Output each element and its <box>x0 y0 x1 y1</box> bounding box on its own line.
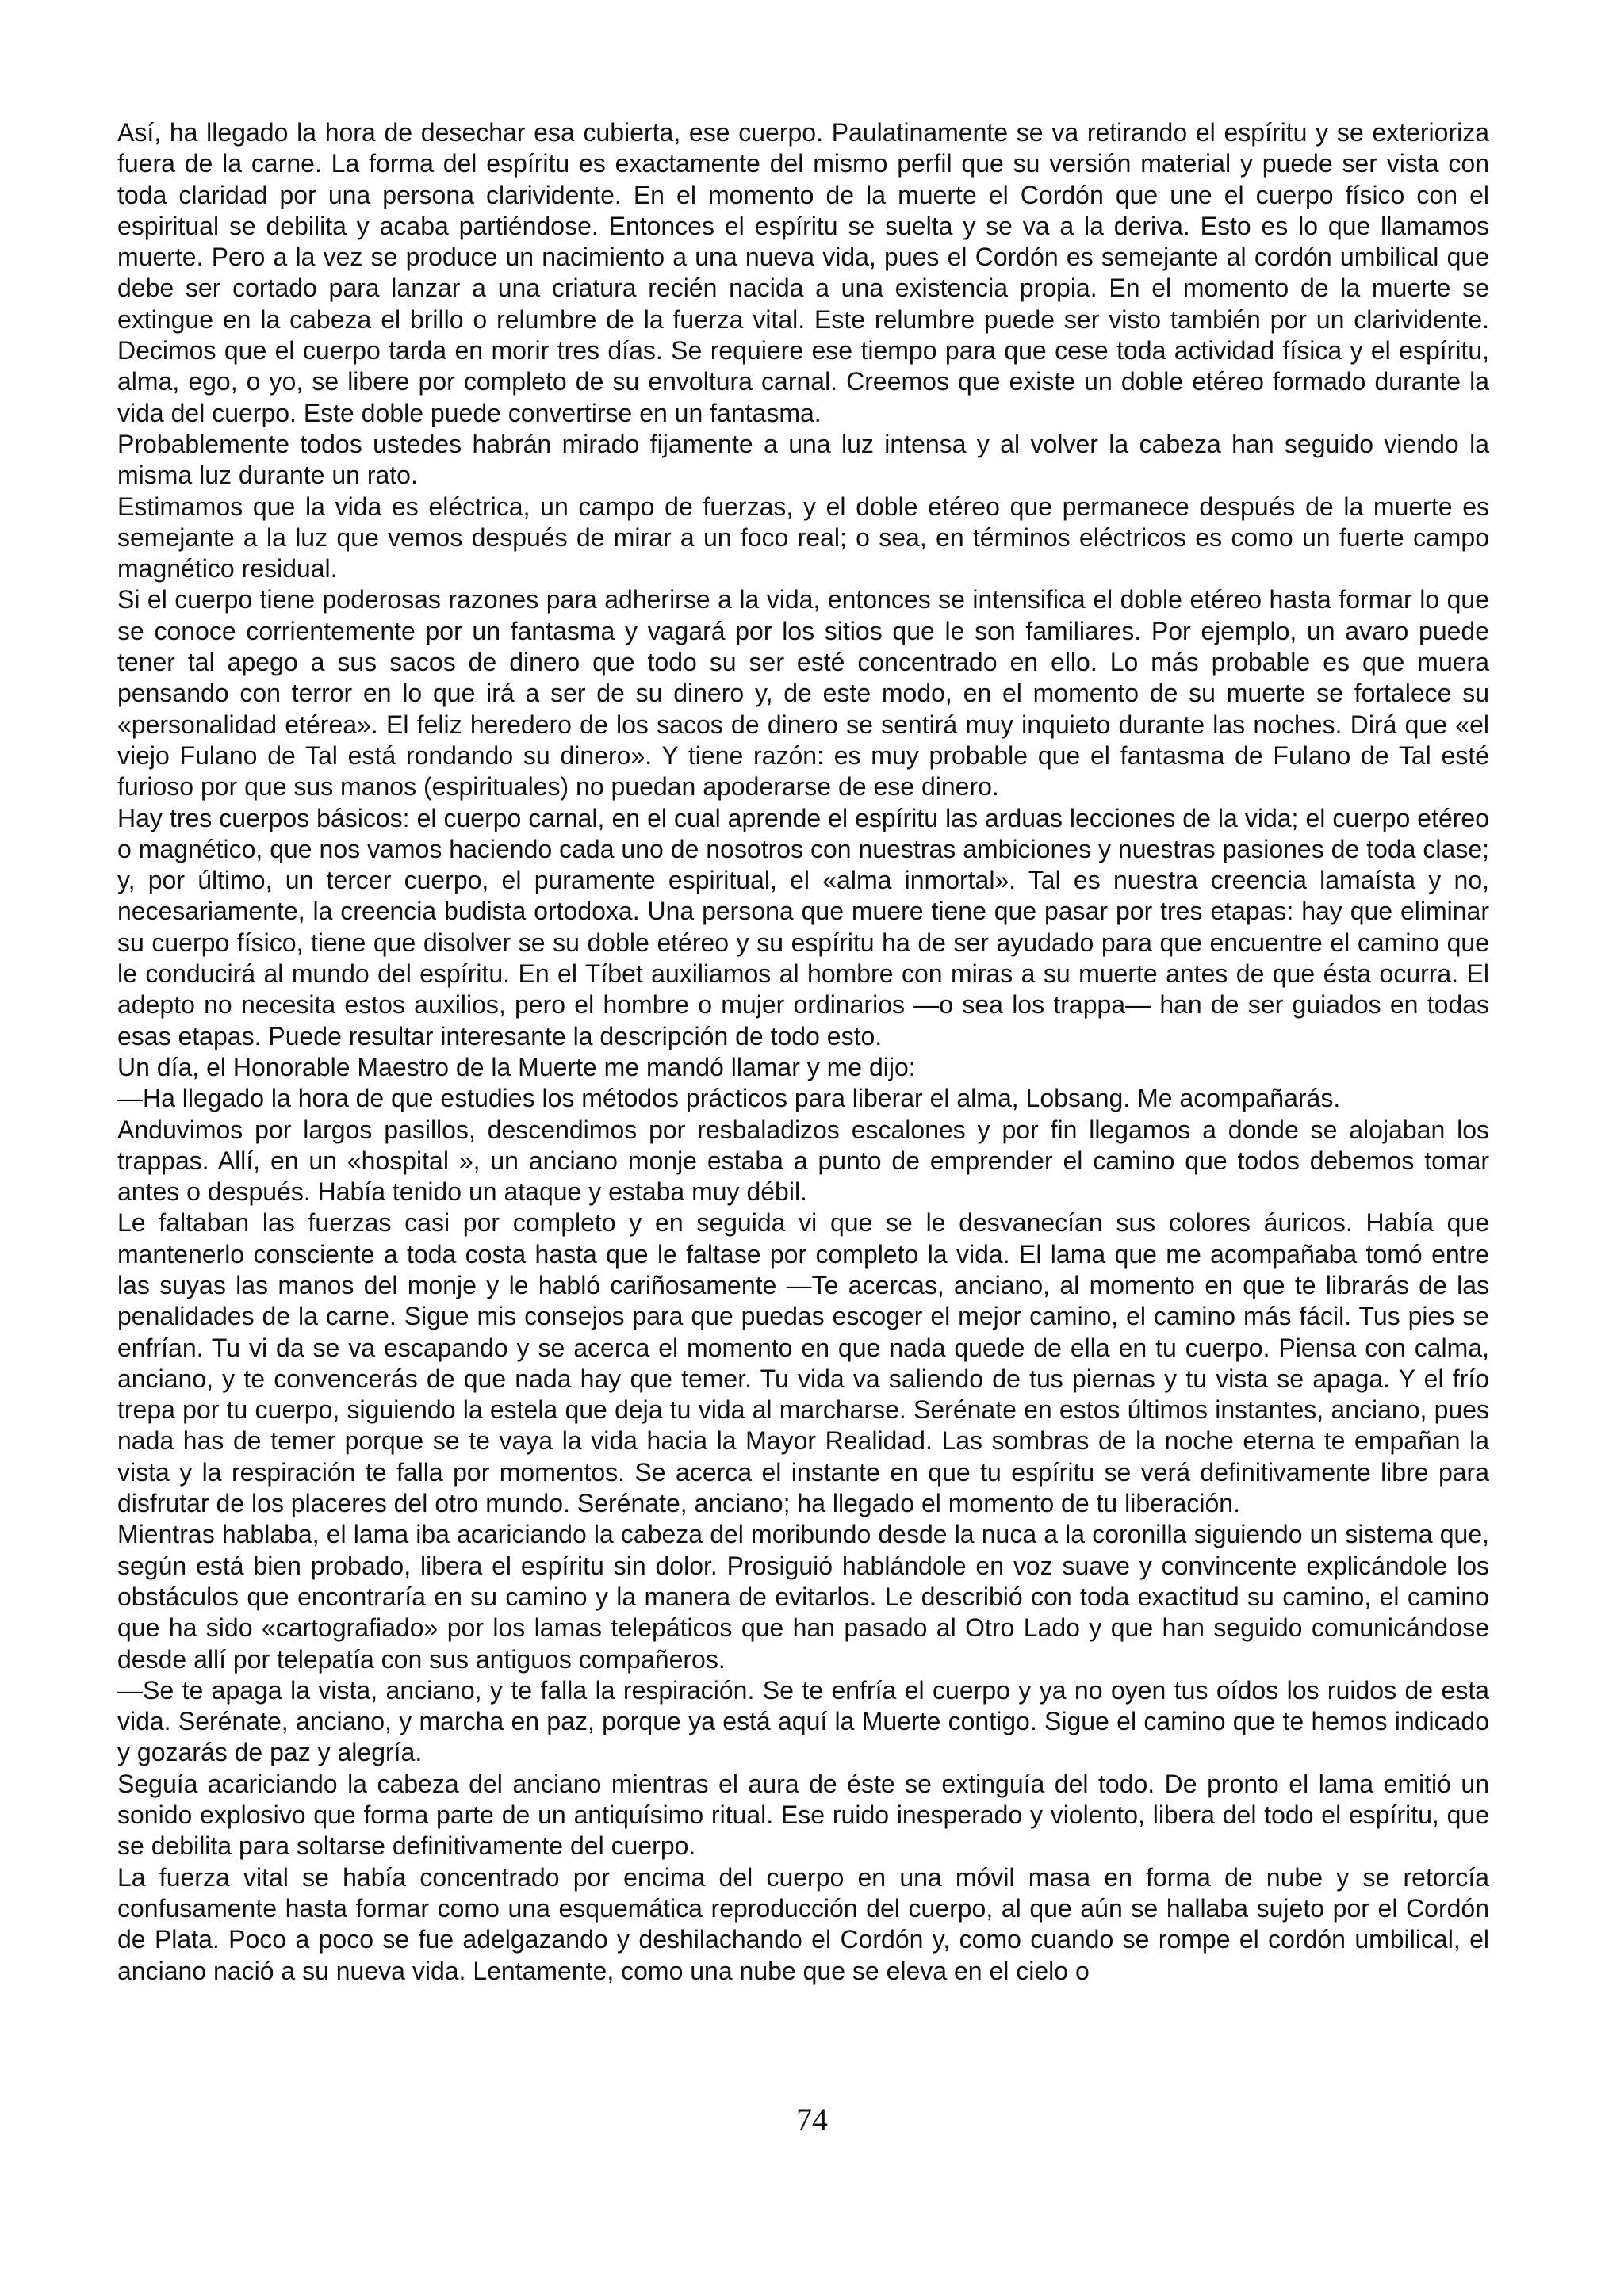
paragraph: La fuerza vital se había concentrado por encima del cuerpo en una móvil masa en forma de nube y se retorcía confusamente hasta formar como una esquemática reproducción del cuerpo, al que aún se hallaba sujeto por el Cordón de Plata. Poco a poco se fue adelgazando y deshilachando el Cordón y, como cuando se rompe el cordón umbilical, el anciano nació a su nueva vida. Lentamente, como una nube que se eleva en el cielo o <box>117 1862 1489 1985</box>
paragraph: Hay tres cuerpos básicos: el cuerpo carnal, en el cual aprende el espíritu las arduas lecciones de la vida; el cuerpo etéreo o magnético, que nos vamos haciendo cada uno de nosotros con nuestras ambiciones y nuestras pasiones de toda clase; y, por último, un tercer cuerpo, el puramente espiritual, el «alma inmortal». Tal es nuestra creencia lamaísta y no, necesariamente, la creencia budista ortodoxa. Una persona que muere tiene que pasar por tres etapas: hay que eliminar su cuerpo físico, tiene que disolver se su doble etéreo y su espíritu ha de ser ayudado para que encuentre el camino que le conducirá al mundo del espíritu. En el Tíbet auxiliamos al hombre con miras a su muerte antes de que ésta ocurra. El adepto no necesita estos auxilios, pero el hombre o mujer ordinarios —o sea los trappa— han de ser guiados en todas esas etapas. Puede resultar interesante la descripción de todo esto. <box>117 803 1489 1050</box>
paragraph: Anduvimos por largos pasillos, descendimos por resbaladizos escalones y por fin llegamos a donde se alojaban los trappas. Allí, en un «hospital », un anciano monje estaba a punto de emprender el camino que todos debemos tomar antes o después. Había tenido un ataque y estaba muy débil. <box>117 1115 1489 1207</box>
paragraph: —Se te apaga la vista, anciano, y te falla la respiración. Se te enfría el cuerpo y ya no oyen tus oídos los ruidos de esta vida. Serénate, anciano, y marcha en paz, porque ya está aquí la Muerte contigo. Sigue el camino que te hemos indicado y gozarás de paz y alegría. <box>117 1675 1489 1767</box>
paragraph: Si el cuerpo tiene poderosas razones para adherirse a la vida, entonces se intensifica el doble etéreo hasta formar lo que se conoce corrientemente por un fantasma y vagará por los sitios que le son familiares. Por ejemplo, un avaro puede tener tal apego a sus sacos de dinero que todo su ser esté concentrado en ello. Lo más probable es que muera pensando con terror en lo que irá a ser de su dinero y, de este modo, en el momento de su muerte se fortalece su «personalidad etérea». El feliz heredero de los sacos de dinero se sentirá muy inquieto durante las noches. Dirá que «el viejo Fulano de Tal está rondando su dinero». Y tiene razón: es muy probable que el fantasma de Fulano de Tal esté furioso por que sus manos (espirituales) no puedan apoderarse de ese dinero. <box>117 585 1489 802</box>
paragraph: Le faltaban las fuerzas casi por completo y en seguida vi que se le desvanecían sus colores áuricos. Había que mantenerlo consciente a toda costa hasta que le faltase por completo la vida. El lama que me acompañaba tomó entre las suyas las manos del monje y le habló cariñosamente —Te acercas, anciano, al momento en que te librarás de las penalidades de la carne. Sigue mis consejos para que puedas escoger el mejor camino, el camino más fácil. Tus pies se enfrían. Tu vi da se va escapando y se acerca el momento en que nada quede de ella en tu cuerpo. Piensa con calma, anciano, y te convencerás de que nada hay que temer. Tu vida va saliendo de tus piernas y tu vista se apaga. Y el frío trepa por tu cuerpo, siguiendo la estela que deja tu vida al marcharse. Serénate en estos últimos instantes, anciano, pues nada has de temer porque se te vaya la vida hacia la Mayor Realidad. Las sombras de la noche eterna te empañan la vista y la respiración te falla por momentos. Se acerca el instante en que tu espíritu se verá definitivamente libre para disfrutar de los placeres del otro mundo. Serénate, anciano; ha llegado el momento de tu liberación. <box>117 1208 1489 1518</box>
paragraph: Así, ha llegado la hora de desechar esa cubierta, ese cuerpo. Paulatinamente se va retirando el espíritu y se exterioriza fuera de la carne. La forma del espíritu es exactamente del mismo perfil que su versión material y puede ser vista con toda claridad por una persona clarividente. En el momento de la muerte el Cordón que une el cuerpo físico con el espiritual se debilita y acaba partiéndose. Entonces el espíritu se suelta y se va a la deriva. Esto es lo que llamamos muerte. Pero a la vez se produce un nacimiento a una nueva vida, pues el Cordón es semejante al cordón umbilical que debe ser cortado para lanzar a una criatura recién nacida a una existencia propia. En el momento de la muerte se extingue en la cabeza el brillo o relumbre de la fuerza vital. Este relumbre puede ser visto también por un clarividente. Decimos que el cuerpo tarda en morir tres días. Se requiere ese tiempo para que cese toda actividad física y el espíritu, alma, ego, o yo, se libere por completo de su envoltura carnal. Creemos que existe un doble etéreo formado durante la vida del cuerpo. Este doble puede convertirse en un fantasma. <box>117 118 1489 427</box>
paragraph: Mientras hablaba, el lama iba acariciando la cabeza del moribundo desde la nuca a la coronilla siguiendo un sistema que, según está bien probado, libera el espíritu sin dolor. Prosiguió hablándole en voz suave y convincente explicándole los obstáculos que encontraría en su camino y la manera de evitarlos. Le describió con toda exactitud su camino, el camino que ha sido «cartografiado» por los lamas telepáticos que han pasado al Otro Lado y que han seguido comunicándose desde allí por telepatía con sus antiguos compañeros. <box>117 1520 1489 1674</box>
paragraph: Estimamos que la vida es eléctrica, un campo de fuerzas, y el doble etéreo que permanece después de la muerte es semejante a la luz que vemos después de mirar a un foco real; o sea, en términos eléctricos es como un fuerte campo magnético residual. <box>117 492 1489 584</box>
page-number: 74 <box>796 2102 828 2137</box>
page-body <box>117 117 1489 1987</box>
paragraph: Probablemente todos ustedes habrán mirado fijamente a una luz intensa y al volver la cabeza han seguido viendo la misma luz durante un rato. <box>117 429 1489 490</box>
paragraph: —Ha llegado la hora de que estudies los métodos prácticos para liberar el alma, Lobsang. Me acompañarás. <box>117 1084 1341 1113</box>
paragraph: Seguía acariciando la cabeza del anciano mientras el aura de éste se extinguía del todo. De pronto el lama emitió un sonido explosivo que forma parte de un antiquísimo ritual. Ese ruido inesperado y violento, libera del todo el espíritu, que se debilita para soltarse definitivamente del cuerpo. <box>117 1769 1489 1861</box>
paragraph: Un día, el Honorable Maestro de la Muerte me mandó llamar y me dijo: <box>117 1052 916 1081</box>
